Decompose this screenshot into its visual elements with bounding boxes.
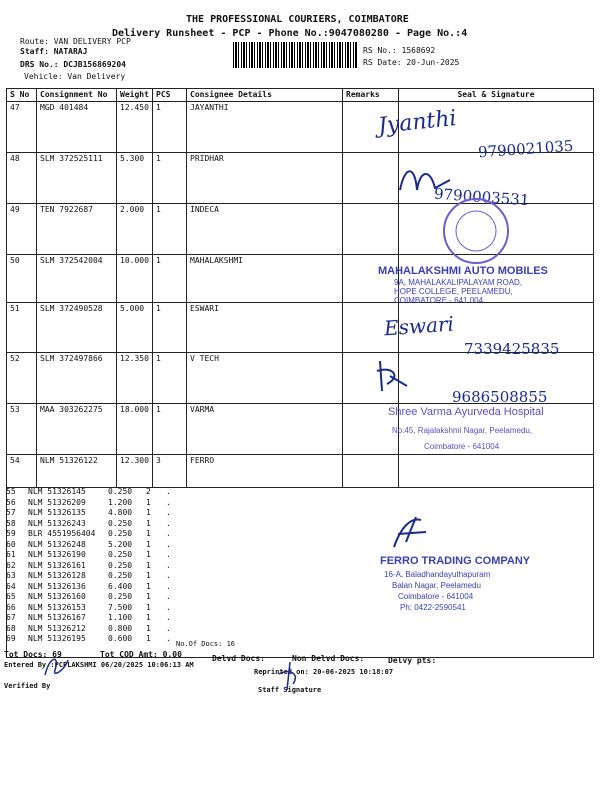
row-sno: 51 <box>7 303 37 353</box>
phone-48: 9790003531 <box>433 184 530 210</box>
phone-52: 9686508855 <box>452 388 548 406</box>
col-weight: Weight <box>117 89 153 102</box>
total-cod-amount: Tot COD Amt: 0.00 <box>100 650 182 659</box>
footer-signature-scribble <box>40 650 70 680</box>
row-sno: 47 <box>7 102 37 153</box>
staff-signature-scribble <box>275 660 305 692</box>
list-item: 64 NLM 51326136 6.400 1 . <box>6 581 171 591</box>
signature-54-scribble <box>386 512 436 552</box>
delivered-docs: Delvd Docs: <box>212 654 265 663</box>
entered-by: Entered By :PCPLAKSHMI 06/20/2025 10:06:13 AM <box>4 661 194 669</box>
stamp-ferro-addr2: Balan Nagar, Peelamedu <box>392 581 481 590</box>
list-item: 57 NLM 51326135 4.800 1 . <box>6 508 171 517</box>
runsheet-title: Delivery Runsheet - PCP - Phone No.:9047080280 - Page No.:4 <box>112 28 468 39</box>
row-pcs: 1 <box>153 204 187 255</box>
company-name: THE PROFESSIONAL COURIERS, COIMBATORE <box>186 14 409 25</box>
list-item: 62 NLM 51326161 0.250 1 . <box>6 560 171 570</box>
stamp-varma-addr1: No.45, Rajalakshmi Nagar, Peelamedu, <box>392 426 533 435</box>
list-item: 61 NLM 51326190 0.250 1 . <box>6 550 171 559</box>
table-row <box>7 455 594 488</box>
list-item: 59 BLR 4551956404 0.250 1 . <box>6 529 171 538</box>
list-item: 66 NLM 51326153 7.500 1 . <box>6 602 171 612</box>
row-weight: 18.000 <box>117 404 153 455</box>
sub-row-list <box>6 487 171 645</box>
drs-number: DRS No.: DCJB156869204 <box>20 60 126 69</box>
row-remarks <box>343 455 399 488</box>
row-consignment: SLM 372525111 <box>37 153 117 204</box>
stamp-ferro-name: FERRO TRADING COMPANY <box>380 555 531 567</box>
stamp-mahalakshmi-name: MAHALAKSHMI AUTO MOBILES <box>378 265 548 277</box>
row-pcs: 1 <box>153 353 187 404</box>
row-weight: 2.000 <box>117 204 153 255</box>
list-item: 56 NLM 51326209 1.200 1 . <box>6 497 171 507</box>
col-pcs: PCS <box>153 89 187 102</box>
list-item: 68 NLM 51326212 0.800 1 . <box>6 623 171 633</box>
row-sno: 52 <box>7 353 37 404</box>
table-header-row <box>7 89 594 102</box>
col-remarks: Remarks <box>343 89 399 102</box>
row-remarks <box>343 255 399 303</box>
col-seal-signature: Seal & Signature <box>399 89 594 102</box>
row-weight: 10.000 <box>117 255 153 303</box>
row-consignee: VARMA <box>187 404 343 455</box>
list-item: 60 NLM 51326248 5.200 1 . <box>6 539 171 549</box>
row-signature <box>399 455 594 488</box>
stamp-mahalakshmi-addr2: HOPE COLLEGE, PEELAMEDU, <box>394 287 513 296</box>
stamp-ferro-addr3: Coimbatore - 641004 <box>398 592 474 601</box>
list-item: 65 NLM 51326160 0.250 1 . <box>6 592 171 601</box>
stamp-varma-addr2: Coimbatore - 641004 <box>424 442 500 451</box>
row-consignee: INDECA <box>187 204 343 255</box>
row-remarks <box>343 204 399 255</box>
stamp-ferro-addr1: 16-A, Baladhandayuthapuram <box>384 570 491 579</box>
row-consignment: TEN 7922687 <box>37 204 117 255</box>
row-sno: 54 <box>7 455 37 488</box>
stamp-mahalakshmi-addr3: COIMBATORE - 641 004 <box>394 296 484 305</box>
verified-by: Verified By <box>4 682 51 690</box>
row-weight: 12.350 <box>117 353 153 404</box>
row-sno: 50 <box>7 255 37 303</box>
col-sno: S No <box>7 89 37 102</box>
signature-47: Jyanthi <box>376 105 458 140</box>
no-of-docs: No.Of Docs: 16 <box>176 640 236 648</box>
list-item: 69 NLM 51326195 0.600 1 . <box>6 634 171 643</box>
vehicle-label: Vehicle: Van Delivery <box>24 72 126 81</box>
row-consignment: MAA 303262275 <box>37 404 117 455</box>
row-consignment: NLM 51326122 <box>37 455 117 488</box>
non-delivered-docs: Non Delvd Docs: <box>292 654 365 663</box>
col-consignee: Consignee Details <box>187 89 343 102</box>
row-pcs: 1 <box>153 153 187 204</box>
row-consignee: V TECH <box>187 353 343 404</box>
row-weight: 12.300 <box>117 455 153 488</box>
row-weight: 12.450 <box>117 102 153 153</box>
signature-52-scribble <box>372 356 412 396</box>
row-consignee: ESWARI <box>187 303 343 353</box>
route-label: Route: VAN DELIVERY PCP <box>20 37 131 46</box>
reprinted-on: Reprinted on: 20-06-2025 10:18:07 <box>254 668 394 676</box>
row-consignee: MAHALAKSHMI <box>187 255 343 303</box>
signature-51: Eswari <box>383 311 455 341</box>
row-pcs: 1 <box>153 303 187 353</box>
list-item: 63 NLM 51326128 0.250 1 . <box>6 571 171 580</box>
staff-signature: Staff Signature <box>258 686 322 694</box>
total-docs: Tot Docs: 69 <box>4 650 62 659</box>
row-pcs: 1 <box>153 102 187 153</box>
stamp-varma-name: Shree Varma Ayurveda Hospital <box>388 406 544 418</box>
row-consignee: PRIDHAR <box>187 153 343 204</box>
rs-date: RS Date: 20-Jun-2025 <box>363 58 460 67</box>
rs-number: RS No.: 1568692 <box>363 46 436 55</box>
row-weight: 5.000 <box>117 303 153 353</box>
list-item: 67 NLM 51326167 1.100 1 . <box>6 613 171 622</box>
row-consignment: MGD 401484 <box>37 102 117 153</box>
col-consignment: Consignment No <box>37 89 117 102</box>
row-weight: 5.300 <box>117 153 153 204</box>
row-sno: 49 <box>7 204 37 255</box>
row-consignment: SLM 372490528 <box>37 303 117 353</box>
row-pcs: 3 <box>153 455 187 488</box>
barcode-image <box>233 42 357 68</box>
row-consignee: JAYANTHI <box>187 102 343 153</box>
row-remarks <box>343 153 399 204</box>
row-pcs: 1 <box>153 255 187 303</box>
phone-47: 9790021035 <box>477 136 574 162</box>
stamp-ferro-addr4: Ph: 0422-2590541 <box>400 603 466 612</box>
staff-label: Staff: NATARAJ <box>20 47 88 56</box>
round-stamp-icon <box>428 196 524 266</box>
row-sno: 48 <box>7 153 37 204</box>
phone-51: 7339425835 <box>464 340 560 358</box>
row-consignee: FERRO <box>187 455 343 488</box>
stamp-mahalakshmi-addr1: 9A, MAHALAKALIPALAYAM ROAD, <box>394 278 523 287</box>
delivery-points: Delvy pts: <box>388 656 437 665</box>
row-sno: 53 <box>7 404 37 455</box>
row-consignment: SLM 372497866 <box>37 353 117 404</box>
row-consignment: SLM 372542004 <box>37 255 117 303</box>
list-item: 58 NLM 51326243 0.250 1 . <box>6 518 171 528</box>
row-pcs: 1 <box>153 404 187 455</box>
list-item: 55 NLM 51326145 0.250 2 . <box>6 487 171 496</box>
